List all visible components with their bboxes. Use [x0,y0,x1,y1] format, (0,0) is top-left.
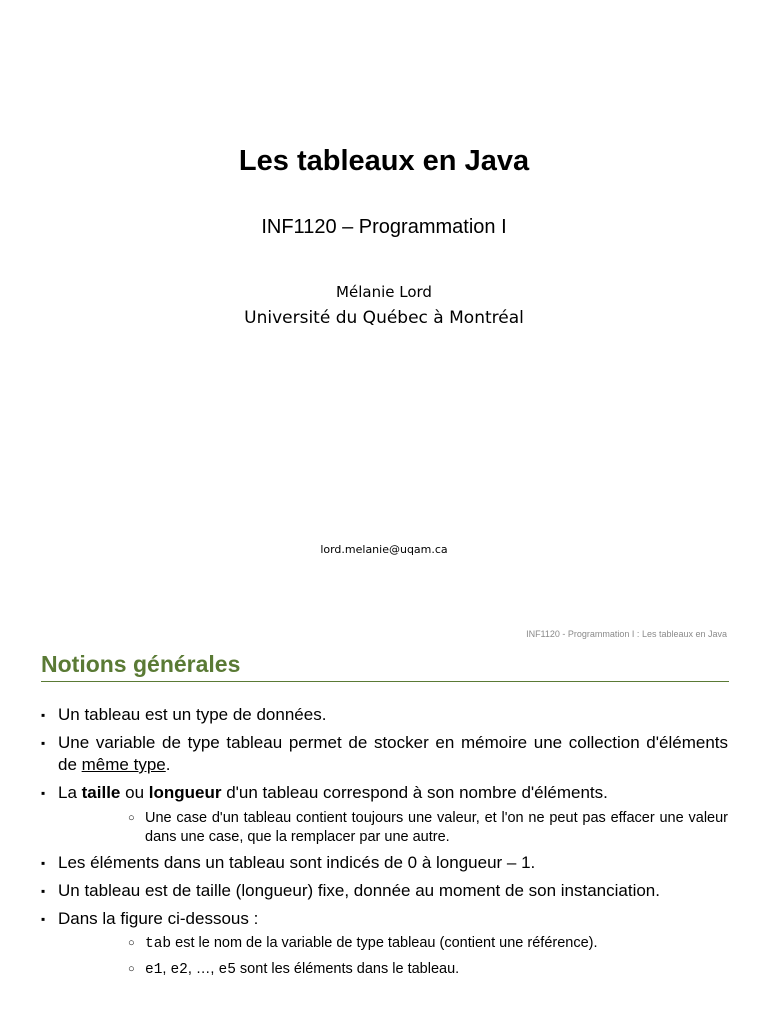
bold-term-longueur: longueur [148,783,222,802]
bullet-text: Dans la figure ci-dessous : [58,909,259,928]
bold-term-taille: taille [81,783,121,802]
bullet-text: Une variable de type tableau permet de stocker en mémoire une collection d'éléments de [58,733,728,774]
sub-bullet-item [41,934,728,954]
bullet-text: Un tableau est un type de données. [58,705,327,724]
section-heading: Notions générales [41,651,241,677]
subtitle: INF1120 – Programmation I [261,216,507,238]
bullet-item [41,852,728,874]
separator: , [162,961,171,977]
bullet-item [41,880,728,902]
bullet-marker: ▪ [41,884,46,898]
separator: , …, [187,961,219,977]
sub-bullet-marker: ○ [128,937,135,949]
bullet-text: Les éléments dans un tableau sont indicés de 0 à longueur – 1. [58,853,536,872]
bullet-marker: ▪ [41,856,46,870]
underlined-text: même type [81,755,166,774]
bullet-marker: ▪ [41,708,46,722]
bullet-marker: ▪ [41,912,46,926]
code-e5: e5 [218,962,236,978]
bullet-list [41,704,728,980]
sub-bullet-item [41,809,728,847]
bullet-item [41,782,728,804]
code-e2: e2 [170,962,188,978]
bullet-text: . [165,755,171,774]
sub-bullet-text: Une case d'un tableau contient toujours une valeur, et l'on ne peut pas effacer une valeur dans une case, que la remplacer par une autre. [145,810,728,845]
bullet-item [41,704,728,726]
bullet-item [41,908,728,930]
bullet-marker: ▪ [41,736,46,750]
bullet-item [41,732,728,776]
sub-bullet-item [41,960,728,980]
title: Les tableaux en Java [238,145,530,177]
bullet-marker: ▪ [41,786,46,800]
bullet-text: La [58,783,82,802]
code-e1: e1 [145,962,163,978]
sub-bullet-text: est le nom de la variable de type tableau (contient une référence). [171,935,598,951]
author: Mélanie Lord [336,283,432,301]
sub-bullet-marker: ○ [128,963,135,975]
bullet-text: d'un tableau correspond à son nombre d'éléments. [221,783,608,802]
sub-bullet-marker: ○ [128,812,135,824]
bullet-text: Un tableau est de taille (longueur) fixe, donnée au moment de son instanciation. [58,881,660,900]
heading-rule [41,681,729,682]
code-tab: tab [145,936,172,952]
footer: INF1120 - Programmation I : Les tableaux en Java [526,629,727,639]
sub-bullet-text: sont les éléments dans le tableau. [235,961,460,977]
university: Université du Québec à Montréal [244,308,524,328]
bullet-text: ou [120,783,149,802]
email: lord.melanie@uqam.ca [320,543,448,556]
